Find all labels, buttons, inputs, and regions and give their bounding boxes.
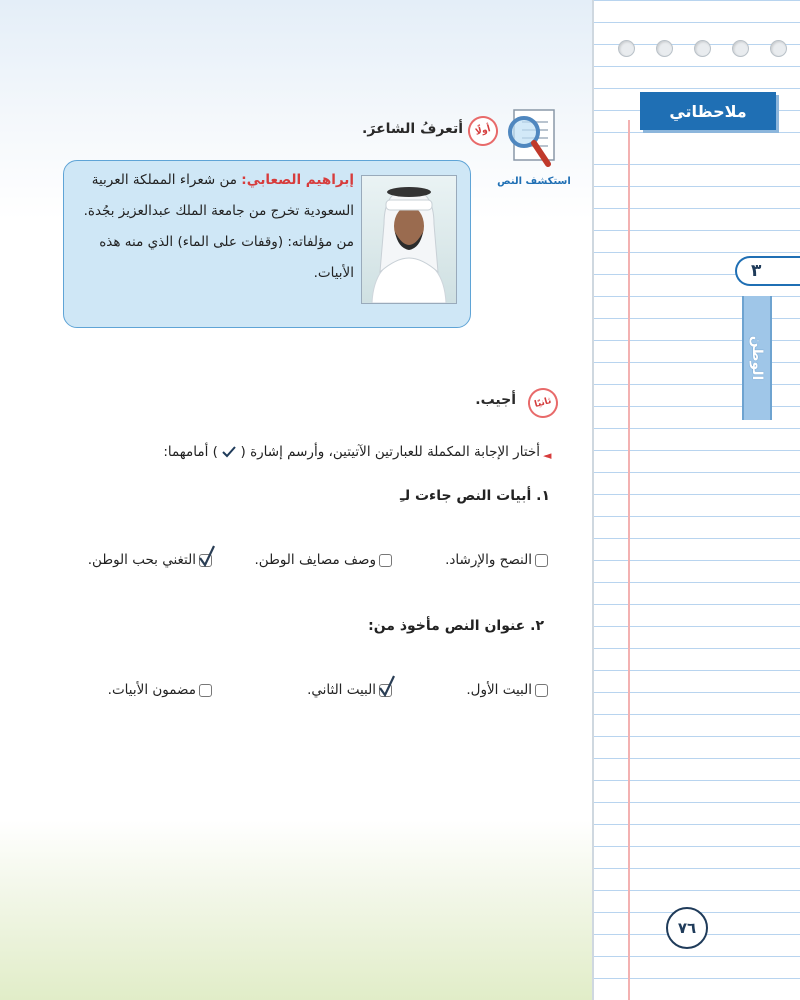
- notes-panel: [592, 0, 800, 1000]
- option-label: وصف مصايف الوطن.: [254, 552, 376, 568]
- q2-option-2[interactable]: [307, 682, 392, 698]
- page-number: ٧٦: [666, 907, 708, 949]
- poet-bio: [72, 165, 354, 289]
- checkbox[interactable]: [535, 554, 548, 567]
- checkbox[interactable]: [535, 684, 548, 697]
- q1-option-2[interactable]: [255, 552, 392, 568]
- instruction-text: [60, 444, 540, 460]
- unit-tab: [742, 296, 772, 420]
- checkmark-icon: [378, 675, 396, 697]
- checkbox[interactable]: [199, 684, 212, 697]
- q2-option-3[interactable]: [108, 682, 212, 698]
- poet-photo: [361, 175, 457, 304]
- poet-bio-line1: من شعراء المملكة العربية السعودية تخرج من جامعة الملك عبدالعزيز بجُدة.: [83, 172, 354, 219]
- notes-margin-line: [628, 120, 630, 1000]
- instruction-before: أختار الإجابة المكملة للعبارتين الآتيتين، وأرسم إشارة (: [240, 444, 540, 460]
- option-label: مضمون الأبيات.: [107, 682, 196, 698]
- poet-name: إبراهيم الصعابي:: [241, 172, 354, 188]
- notes-title: ملاحظاتي: [640, 92, 776, 130]
- binder-hole: [656, 40, 673, 57]
- poet-info-box: [63, 160, 471, 328]
- q1-option-3[interactable]: [88, 552, 212, 568]
- question-2: ٢. عنوان النص مأخوذ من:: [368, 618, 544, 634]
- checkmark-icon: [198, 545, 216, 567]
- binder-hole: [732, 40, 749, 57]
- instruction-after: ) أمامهما:: [163, 444, 218, 460]
- q2-option-1[interactable]: [466, 682, 548, 698]
- magnifier-document-icon: [500, 108, 558, 172]
- checkbox[interactable]: [379, 554, 392, 567]
- binder-hole: [618, 40, 635, 57]
- binder-hole: [770, 40, 787, 57]
- unit-name: الوطن: [749, 335, 765, 381]
- section1-badge: أولًا: [465, 113, 502, 150]
- unit-number: ٣: [735, 256, 800, 286]
- binder-hole: [694, 40, 711, 57]
- q1-option-1[interactable]: [445, 552, 548, 568]
- question-1: ١. أبيات النص جاءت لـِ: [400, 488, 550, 504]
- checkmark-icon: [222, 446, 236, 458]
- option-label: البيت الثاني.: [307, 682, 376, 698]
- option-label: التغني بحب الوطن.: [87, 552, 196, 568]
- checkbox-checked[interactable]: [379, 684, 392, 697]
- poet-portrait-icon: [362, 176, 456, 303]
- checkbox-checked[interactable]: [199, 554, 212, 567]
- explore-text-label: استكشف النص: [497, 176, 571, 187]
- option-label: النصح والإرشاد.: [445, 552, 532, 568]
- option-label: البيت الأول.: [466, 682, 532, 698]
- section1-title: أتعرفُ الشاعرَ.: [362, 121, 463, 137]
- section2-title: أجيب.: [475, 392, 516, 408]
- poet-bio-line2: من مؤلفاته: (وقفات على الماء) الذي منه هذه الأبيات.: [99, 234, 354, 281]
- section2-badge: ثانيًا: [525, 385, 562, 422]
- bullet-arrow-icon: ◄: [543, 449, 552, 462]
